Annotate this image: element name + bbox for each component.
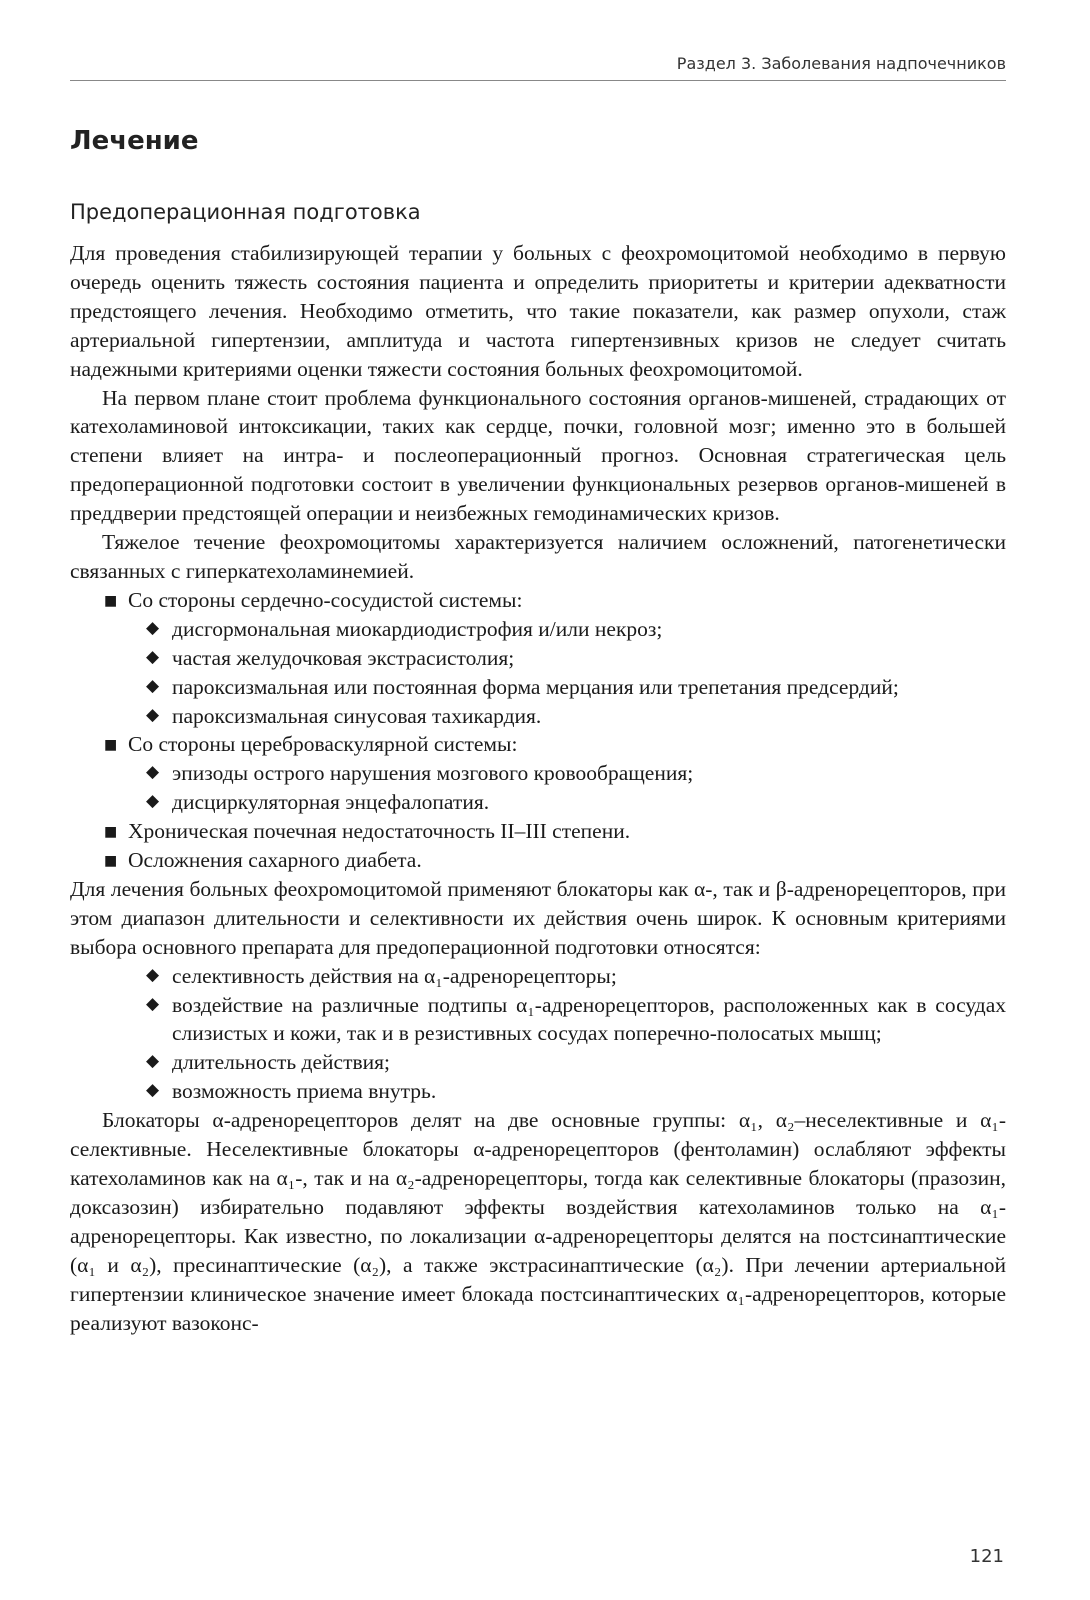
body-text [70,239,1006,1337]
page-number: 121 [969,1546,1004,1567]
list-item: ■ Осложнения сахарного диабета. [70,846,1006,875]
running-head: Раздел 3. Заболевания надпочечников [676,54,1006,73]
list-item: ◆ пароксизмальная синусовая тахикардия. [128,702,1006,731]
subsection-title: Предоперационная подготовка [70,200,421,224]
sublist [128,615,1006,731]
list-item: ◆ дисциркуляторная энцефалопатия. [128,788,1006,817]
paragraph: Для проведения стабилизирующей терапии у больных с феохромоцитомой необходимо в первую очередь оценить тяжесть состояния пациента и определить приоритеты и критерии адекватности предстоящего лечения. Необходимо отметить, что такие показатели, как размер опухоли, стаж артериальной гипертензии, амплитуда и частота гипертензивных кризов не следует считать надежными критериями оценки тяжести состояния больных феохромоцитомой. [70,241,1006,381]
list-item: ◆ дисгормональная миокардиодистрофия и/или некроз; [128,615,1006,644]
list-item: ◆ эпизоды острого нарушения мозгового кровообращения; [128,759,1006,788]
paragraph: На первом плане стоит проблема функционального состояния органов-мишеней, страдающих от катехоламиновой интоксикации, таких как сердце, почки, головной мозг; именно это в большей степени влияет на интра- и послеоперационный прогноз. Основная стратегическая цель предоперационной подготовки состоит в увеличении функциональных резервов органов-мишеней в преддверии предстоящей операции и неизбежных гемодинамических кризов. [70,385,1006,526]
complications-list [70,586,1006,875]
list-item: ◆ частая желудочковая экстрасистолия; [128,644,1006,673]
list-item: ◆ возможность приема внутрь. [70,1077,1006,1106]
list-item: ◆ селективность действия на α₁-адренорецепторы; [70,962,1006,991]
criteria-list [70,962,1006,1107]
list-item-label: Со стороны сердечно-сосудистой системы: [128,587,523,612]
list-item [70,730,1006,817]
list-item: ◆ длительность действия; [70,1048,1006,1077]
list-item: ◆ пароксизмальная или постоянная форма мерцания или трепетания предсердий; [128,673,1006,702]
paragraph: Тяжелое течение феохромоцитомы характеризуется наличием осложнений, патогенетически связанных с гиперкатехоламинемией. [70,530,1006,583]
list-item-label: Со стороны цереброваскулярной системы: [128,732,518,757]
list-item: ■ Хроническая почечная недостаточность II–III степени. [70,817,1006,846]
list-item: ◆ воздействие на различные подтипы α₁-адренорецепторов, расположенных как в сосудах слизистых и кожи, так и в резистивных сосудах поперечно-полосатых мышц; [70,991,1006,1049]
header-rule [70,80,1006,81]
paragraph: Для лечения больных феохромоцитомой применяют блокаторы как α-, так и β-адренорецепторов, при этом диапазон длительности и селективности их действия очень широк. К основным критериями выбора основного препарата для предоперационной подготовки относятся: [70,876,1006,959]
sublist [128,759,1006,817]
paragraph: Блокаторы α-адренорецепторов делят на две основные группы: α₁, α₂–неселективные и α₁-селективные. Неселективные блокаторы α-адренорецепторов (фентоламин) ослабляют эффекты катехоламинов как на α₁-, так и на α₂-адренорецепторы, тогда как селективные блокаторы (празозин, доксазозин) избирательно подавляют эффекты воздействия катехоламинов только на α₁-адренорецепторы. Как известно, по локализации α-адренорецепторы делятся на постсинаптические (α₁ и α₂), пресинаптические (α₂), а также экстрасинаптические (α₂). При лечении артериальной гипертензии клиническое значение имеет блокада постсинаптических α₁-адренорецепторов, которые реализуют вазоконс- [70,1108,1006,1335]
list-item [70,586,1006,731]
section-title: Лечение [70,126,199,156]
